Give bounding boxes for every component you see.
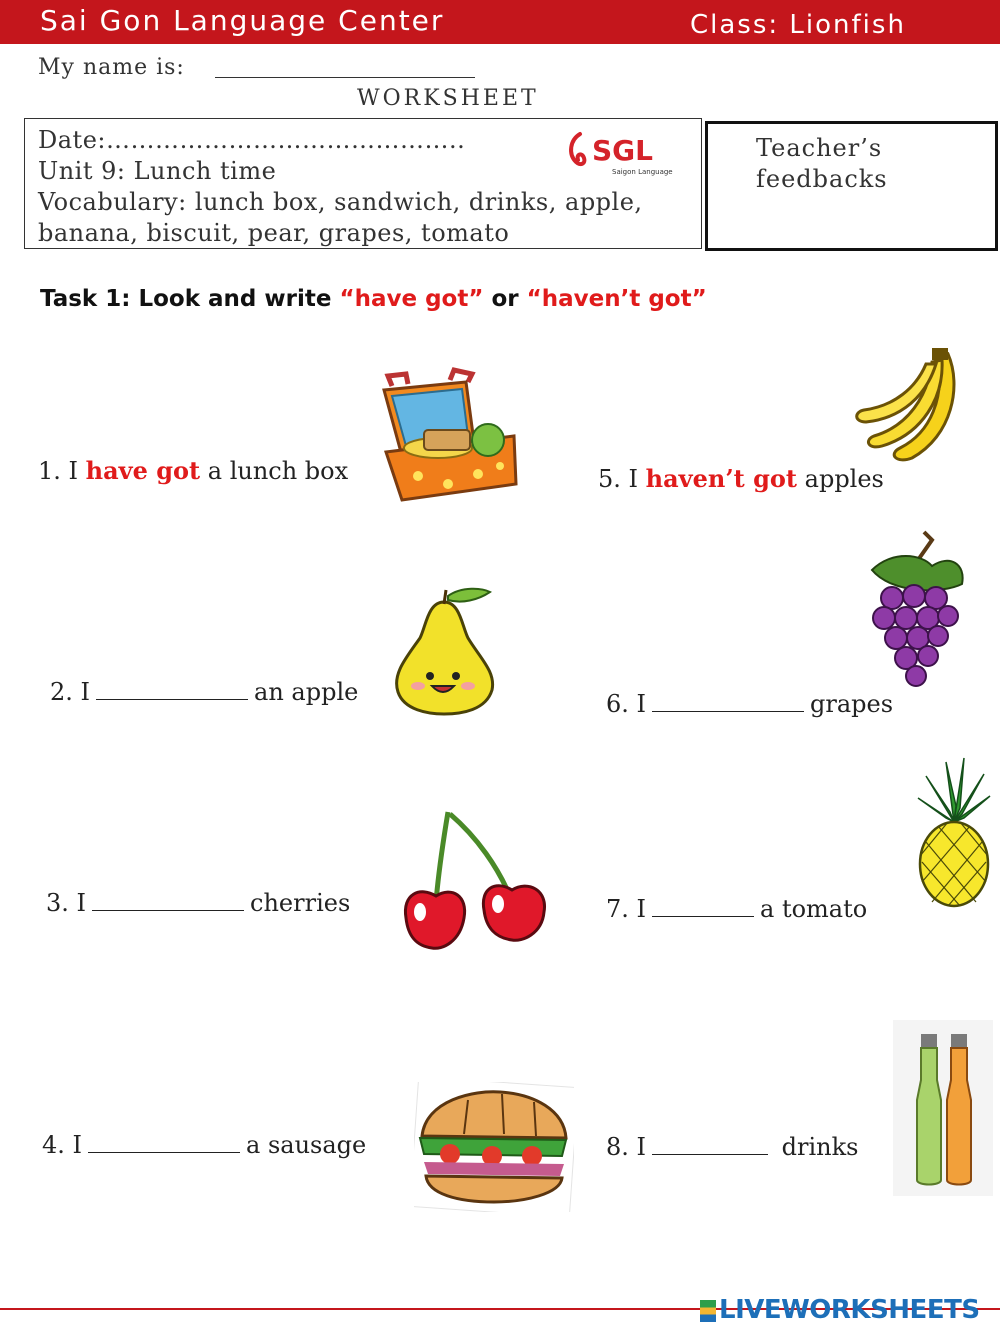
- logo-subtext: Saigon Language: [612, 168, 673, 176]
- center-name: Sai Gon Language Center: [40, 4, 445, 37]
- item-1-text: a lunch box: [207, 457, 349, 485]
- item-2-text: an apple: [254, 678, 359, 706]
- item-7-answer-blank[interactable]: [652, 916, 754, 917]
- item-3: [46, 889, 350, 917]
- liveworksheets-logo[interactable]: [700, 1295, 980, 1325]
- item-5: [598, 464, 884, 493]
- item-5-text: apples: [804, 465, 884, 493]
- name-input-line[interactable]: [215, 77, 475, 78]
- feedback-label: [756, 133, 888, 195]
- item-5-number: 5. I: [598, 465, 639, 493]
- feedback-line-1: Teacher’s: [756, 134, 883, 162]
- vocab-line-2: banana, biscuit, pear, grapes, tomato: [38, 219, 510, 247]
- item-3-number: 3. I: [46, 889, 87, 917]
- item-6-text: grapes: [810, 690, 894, 718]
- item-2-answer-blank[interactable]: [96, 699, 248, 700]
- worksheet-title: WORKSHEET: [357, 86, 539, 111]
- feedback-line-2: feedbacks: [756, 165, 888, 193]
- item-4-number: 4. I: [42, 1131, 83, 1159]
- item-1: [38, 456, 348, 485]
- unit-line: Unit 9: Lunch time: [38, 157, 277, 185]
- item-6-number: 6. I: [606, 690, 647, 718]
- item-8-number: 8. I: [606, 1133, 647, 1161]
- item-6: [606, 690, 893, 718]
- sandwich-icon: [414, 1082, 574, 1212]
- item-3-text: cherries: [250, 889, 351, 917]
- item-3-answer-blank[interactable]: [92, 910, 244, 911]
- task-option-1: “have got”: [339, 286, 484, 312]
- lunch-box-icon: [378, 366, 523, 508]
- drinks-icon: [893, 1020, 993, 1196]
- item-5-answer[interactable]: haven’t got: [645, 464, 797, 493]
- item-7-number: 7. I: [606, 895, 647, 923]
- task-connector: or: [483, 286, 527, 312]
- item-7-text: a tomato: [760, 895, 868, 923]
- pineapple-icon: [916, 752, 992, 908]
- task-prefix: Task 1: Look and write: [40, 286, 340, 312]
- item-2: [50, 678, 358, 706]
- date-line: Date:……………………………………..: [38, 126, 466, 154]
- item-1-answer[interactable]: have got: [85, 456, 201, 485]
- item-4-text: a sausage: [246, 1131, 367, 1159]
- item-4: [42, 1131, 366, 1159]
- item-4-answer-blank[interactable]: [88, 1152, 240, 1153]
- task-title: [40, 286, 707, 312]
- item-2-number: 2. I: [50, 678, 91, 706]
- name-label: My name is:: [38, 55, 185, 80]
- liveworksheets-icon: [700, 1300, 716, 1322]
- task-option-2: “haven’t got”: [526, 286, 707, 312]
- cherries-icon: [398, 808, 550, 954]
- footer-brand: LIVEWORKSHEETS: [719, 1295, 980, 1325]
- banana-icon: [852, 346, 966, 464]
- item-1-number: 1. I: [38, 457, 79, 485]
- item-8-text: drinks: [774, 1133, 859, 1161]
- item-8-answer-blank[interactable]: [652, 1154, 768, 1155]
- logo-text: SGL: [592, 134, 653, 167]
- pear-icon: [392, 586, 496, 716]
- vocab-line-1: Vocabulary: lunch box, sandwich, drinks, apple,: [38, 188, 643, 216]
- sgl-logo: [566, 128, 676, 178]
- item-6-answer-blank[interactable]: [652, 711, 804, 712]
- grapes-icon: [862, 530, 970, 690]
- item-8: [606, 1133, 858, 1161]
- item-7: [606, 895, 867, 923]
- class-label: Class: Lionfish: [690, 10, 906, 40]
